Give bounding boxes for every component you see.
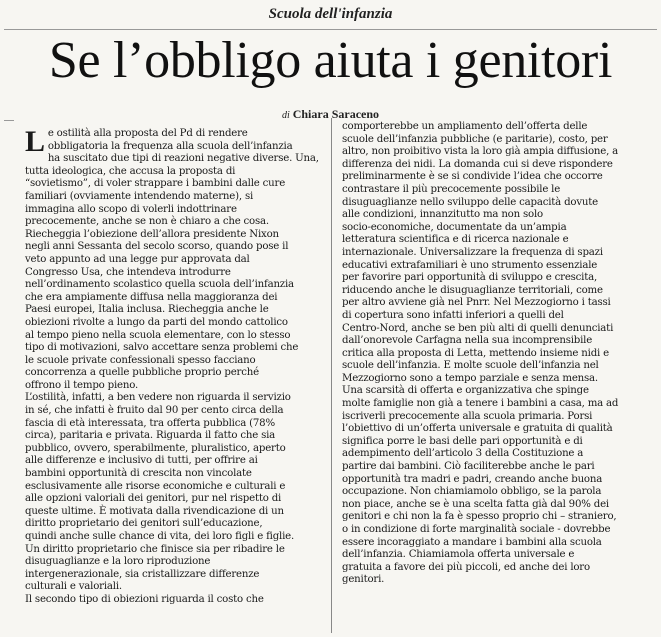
headline: Se l’obbligo aiuta i genitori bbox=[48, 32, 613, 89]
article-column-right bbox=[342, 121, 652, 587]
section-label: Scuola dell'infanzia bbox=[268, 6, 393, 22]
byline-prefix: di bbox=[281, 110, 290, 121]
article-text-right: comporterebbe un ampliamento dell’offerta delle scuole dell’infanzia pubbliche (e paritarie), costo, per altro, non proibitivo vista la loro già ampia diffusione, a differenza dei nidi. La domanda cui si deve rispondere preliminarmente è se si condivide l’idea che occorre contrastare il più precocemente possibile le disuguaglianze nello sviluppo delle capacità dovute alle condizioni, innanzitutto ma non solo socio-economiche, documentate da un’ampia letteratura scientifica e di ricerca nazionale e internazionale. Universalizzare la frequenza di spazi educativi extrafamiliari è uno strumento essenziale per favorire pari opportunità di sviluppo e crescita, riducendo anche le disuguaglianze territoriali, come per altro avviene già nel Pnrr. Nel Mezzogiorno i tassi di copertura sono infatti inferiori a quelli del Centro-Nord, anche se ben più alti di quelli denunciati dall’onorevole Carfagna nella sua incomprensibile critica alla proposta di Letta, mettendo insieme nidi e scuole dell’infanzia. E molte scuole dell’infanzia nel Mezzogiorno sono a tempo parziale e senza mensa. Una scarsità di offerta e organizzativa che spinge molte famiglie non già a tenere i bambini a casa, ma ad iscriverli precocemente alla scuola primaria. Porsi l’obiettivo di un’offerta universale e gratuita di qualità significa porre le basi delle pari opportunità e di adempimento dell’articolo 3 della Costituzione a partire dai bambini. Ciò faciliterebbe anche le pari opportunità tra madri e padri, creando anche buona occupazione. Non chiamiamolo obbligo, se la parola non piace, anche se è una scelta fatta già dal 90% dei genitori e chi non la fa è spesso proprio chi – straniero, o in condizione di forte marginalità sociale - dovrebbe essere incoraggiato a mandare i bambini alla scuola dell’infanzia. Chiamiamola offerta universale e gratuita a favore dei più piccoli, ed anche dei loro genitori. bbox=[342, 121, 619, 586]
byline-author: Chiara Saraceno bbox=[292, 107, 380, 121]
article-text-left: e ostilità alla proposta del Pd di rendere obbligatoria la frequenza alla scuola dell’infanzia ha suscitato due tipi di reazioni negative diverse. Una, tutta ideologica, che accusa la proposta di “sovietismo”, di voler strappare i bambini dalle cure familiari (ovviamente intendendo materne), si immagina allo scopo di volerli indottrinare precocemente, anche se non è chiaro a che cosa. Riecheggia l’obiezione dell’allora presidente Nixon negli anni Sessanta del secolo scorso, quando pose il veto appunto ad una legge pur approvata dal Congresso Usa, che intendeva introdurre nell’ordinamento scolastico quella scuola dell’infanzia che era ampiamente diffusa nella maggioranza dei Paesi europei, Italia inclusa. Riecheggia anche le obiezioni rivolte a lungo da parti del mondo cattolico al tempo pieno nella scuola elementare, con lo stesso tipo di motivazioni, salvo accettare senza problemi che le scuole private confessionali spesso facciano concorrenza a quelle pubbliche proprio perché offrono il tempo pieno. L’ostilità, infatti, a ben vedere non riguarda il servizio in sé, che infatti è fruito dal 90 per cento circa della fascia di età interessata, tra offerta pubblica (78% circa), paritaria e privata. Riguarda il fatto che sia pubblico, ovvero, sperabilmente, pluralistico, aperto alle differenze e inclusivo di tutti, per offrire ai bambini opportunità di crescita non vincolate esclusivamente alle risorse economiche e culturali e alle opzioni valoriali dei genitori, pur nel rispetto di queste ultime. È motivata dalla rivendicazione di un diritto proprietario dei genitori sull’educazione, quindi anche sulle chance di vita, dei loro figli e figlie. Un diritto proprietario che finisce sia per ribadire le disuguaglianze e la loro riproduzione intergenerazionale, sia cristallizzare differenze culturali e valoriali. Il secondo tipo di obiezioni riguarda il costo che bbox=[25, 128, 319, 605]
drop-cap: L bbox=[25, 125, 45, 158]
left-rule bbox=[4, 120, 14, 121]
article-column-left bbox=[25, 125, 335, 607]
